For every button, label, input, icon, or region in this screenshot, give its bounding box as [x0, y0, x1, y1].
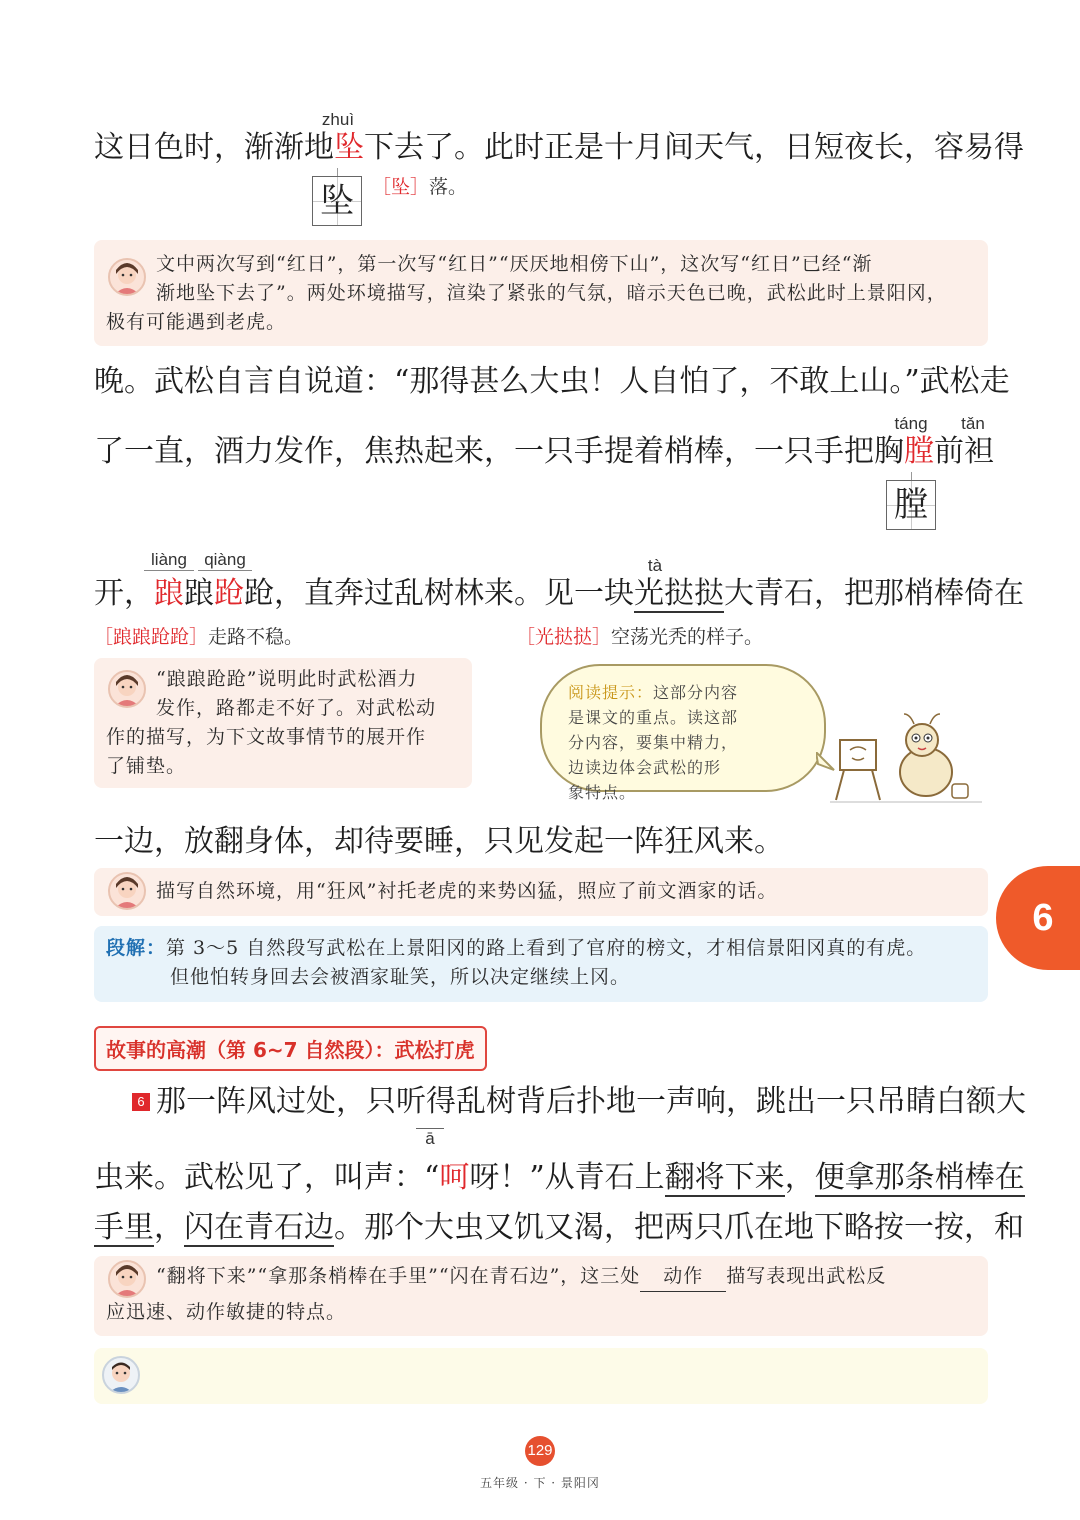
pinyin-zhui: zhuì [321, 110, 355, 129]
pinyin-liang: liàng [144, 550, 194, 571]
gloss-liangqiang: ［踉踉跄跄］走路不稳。 [94, 626, 304, 648]
red-char-a: 呵 [439, 1160, 470, 1195]
empty-notes-box [94, 1348, 988, 1404]
underlined-action-2: 便拿那条梢棒在 [814, 1160, 1025, 1195]
charbox-zhui: 坠 [312, 176, 362, 226]
gloss-zhui: ［坠］落。 [372, 176, 468, 198]
note-1-line-1: 文中两次写到“红日”，第一次写“红日”“厌厌地相傍下山”，这次写“红日”已经“渐 [156, 253, 873, 275]
student-avatar-icon [102, 1356, 140, 1394]
pinyin-tang: táng [894, 414, 928, 433]
text-line-7: 虫来。武松见了，叫声：“呵呀！”从青石上翻将下来，便拿那条梢棒在 [94, 1160, 1025, 1195]
charbox-tang: 膛 [886, 480, 936, 530]
footer-text: 五年级 · 下 · 景阳冈 [480, 1476, 600, 1490]
reading-hint-label: 阅读提示： [568, 683, 654, 702]
paragraph-number: 6 [132, 1093, 150, 1111]
note-1-line-2: 渐地坠下去了”。两处环境描写，渲染了紧张的气氛，暗示天色已晚，武松此时上景阳冈， [156, 282, 947, 304]
red-char-zhui: 坠 [334, 130, 364, 165]
pinyin-ta: tà [647, 556, 663, 575]
note-1-line-3: 极有可能遇到老虎。 [106, 311, 287, 333]
underlined-action-2b: 手里 [94, 1210, 154, 1245]
text-line-1: 这日色时，渐渐地坠下去了。此时正是十月间天气，日短夜长，容易得 [94, 130, 1024, 165]
section-tag: 故事的高潮（第 6~7 自然段）：武松打虎 [94, 1026, 487, 1071]
bug-mascot-icon [826, 710, 986, 806]
note-2-line-3: 作的描写，为下文故事情节的展开作 [106, 726, 427, 748]
paragraph-summary-line-1: 段解：第 3～5 自然段写武松在上景阳冈的路上看到了官府的榜文，才相信景阳冈真的有虎。 [106, 937, 927, 959]
connector-zhui [337, 168, 338, 176]
note-4-line-2: 应迅速、动作敏捷的特点。 [106, 1301, 347, 1323]
text-line-8: 手里，闪在青石边。那个大虫又饥又渴，把两只爪在地下略按一按，和 [94, 1210, 1024, 1245]
reading-hint-bubble: 阅读提示：这部分内容 是课文的重点。读这部 分内容，要集中精力， 边读边体会武松的形 象特点。 [540, 664, 826, 792]
underlined-guangtata: 光挞挞 [634, 576, 724, 611]
text-line-6: 6 那一阵风过处，只听得乱树背后扑地一声响，跳出一只吊睛白额大 [132, 1082, 1026, 1122]
gloss-guangtata: ［光挞挞］空荡光秃的样子。 [516, 626, 764, 648]
teacher-avatar-icon [108, 258, 146, 296]
fill-blank-answer: 动作 [640, 1262, 726, 1292]
text-line-2: 晚。武松自言自说道：“那得甚么大虫！人自怕了，不敢上山。”武松走 [94, 364, 1010, 399]
note-2-line-4: 了铺垫。 [106, 755, 187, 777]
pinyin-tan: tǎn [961, 414, 985, 433]
paragraph-summary-label: 段解： [106, 937, 167, 959]
teacher-avatar-icon [108, 670, 146, 708]
paragraph-summary-line-2: 但他怕转身回去会被酒家耻笑，所以决定继续上冈。 [170, 966, 631, 988]
unit-tab: 6 [996, 866, 1080, 970]
underlined-action-3: 闪在青石边 [184, 1210, 334, 1245]
note-4-line-1: “翻将下来”“拿那条梢棒在手里”“闪在青石边”，这三处 动作 描写表现出武松反 [156, 1262, 886, 1292]
note-2-line-2: 发作，路都走不好了。对武松动 [156, 697, 437, 719]
note-2-line-1: “踉踉跄跄”说明此时武松酒力 [156, 668, 418, 690]
teacher-avatar-icon [108, 1260, 146, 1298]
pinyin-qiang: qiàng [198, 550, 252, 571]
text-line-4: 开，踉踉跄跄，直奔过乱树林来。见一块光挞挞大青石，把那梢棒倚在 [94, 576, 1024, 611]
underlined-action-1: 翻将下来 [664, 1160, 785, 1195]
teacher-avatar-icon [108, 872, 146, 910]
red-char-tang: 膛 [904, 434, 934, 469]
note-3-text: 描写自然环境，用“狂风”衬托老虎的来势凶猛，照应了前文酒家的话。 [156, 880, 778, 902]
connector-tang [911, 472, 912, 480]
text-line-3: 了一直，酒力发作，焦热起来，一只手提着梢棒，一只手把胸膛前袒 [94, 434, 994, 469]
pinyin-a: ā [416, 1128, 444, 1149]
page-number: 129 [525, 1436, 555, 1466]
text-line-5: 一边，放翻身体，却待要睡，只见发起一阵狂风来。 [94, 824, 784, 859]
